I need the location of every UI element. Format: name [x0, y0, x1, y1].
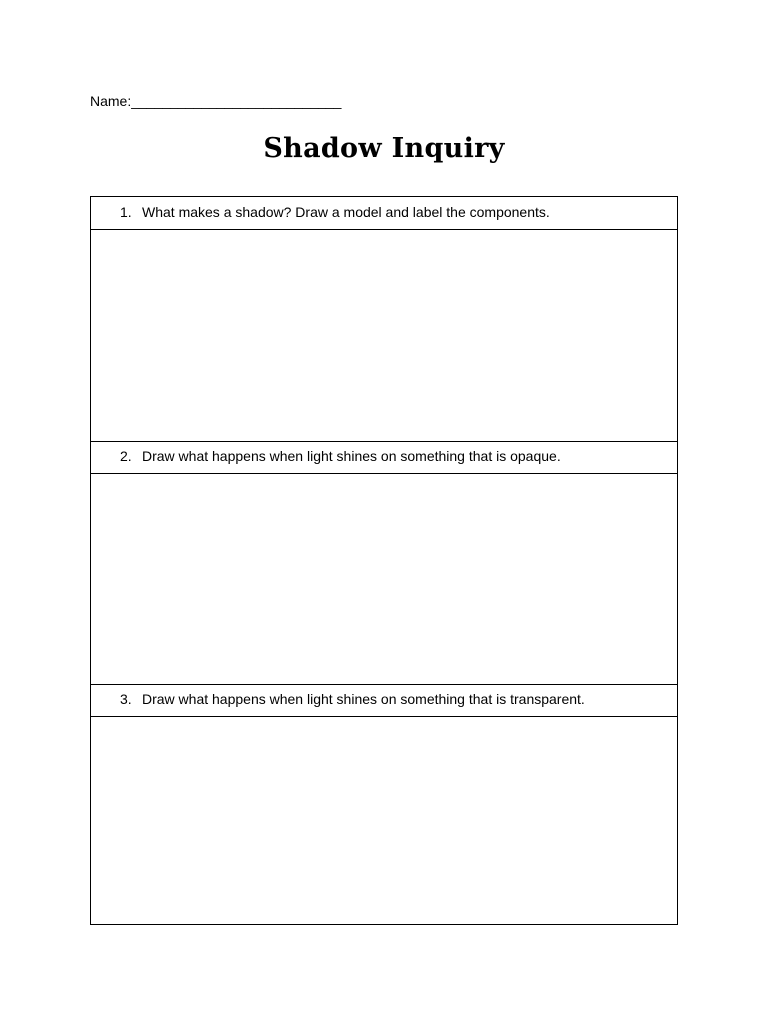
worksheet-table	[90, 196, 678, 925]
question-1-drawing-area	[91, 230, 677, 441]
question-3-number: 3.	[120, 691, 132, 707]
name-field-label: Name:___________________________	[90, 93, 342, 109]
question-2-number: 2.	[120, 448, 132, 464]
question-3-row	[91, 684, 677, 717]
question-3-text: Draw what happens when light shines on something that is transparent.	[142, 691, 585, 707]
page-title: Shadow Inquiry	[263, 133, 505, 164]
question-1-text: What makes a shadow? Draw a model and label the components.	[142, 204, 550, 220]
question-2-text: Draw what happens when light shines on something that is opaque.	[142, 448, 561, 464]
question-2-row	[91, 441, 677, 474]
question-2-drawing-area	[91, 474, 677, 684]
question-1-number: 1.	[120, 204, 132, 220]
question-3-drawing-area	[91, 717, 677, 924]
question-1-row	[91, 197, 677, 230]
